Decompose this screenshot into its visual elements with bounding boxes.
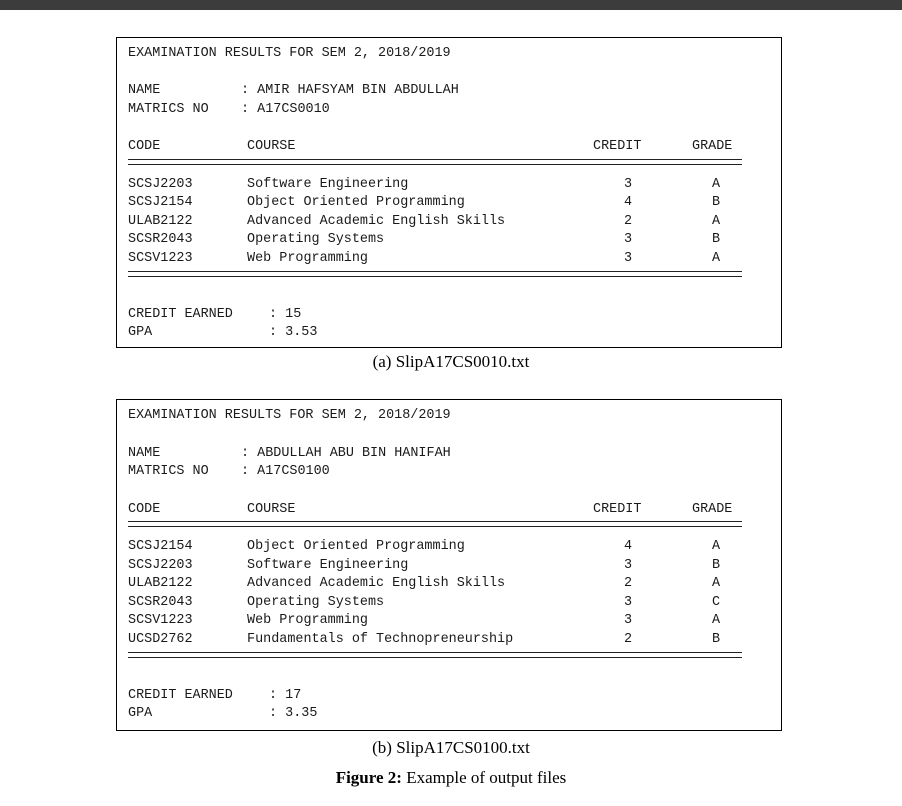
double-rule — [128, 652, 742, 658]
double-rule — [128, 271, 742, 277]
credit-earned-label: CREDIT EARNED — [128, 306, 233, 322]
gpa-label: GPA — [128, 324, 153, 340]
credit-earned-label: CREDIT EARNED — [128, 687, 233, 703]
row-grade: B — [712, 557, 721, 573]
row-credit: 2 — [624, 213, 633, 229]
row-credit: 2 — [624, 631, 633, 647]
header-grade: GRADE — [692, 501, 733, 517]
credit-earned-value: : 15 — [269, 306, 302, 322]
row-course: Operating Systems — [247, 231, 385, 247]
matric-value: : A17CS0100 — [241, 463, 330, 479]
output-slip-b — [116, 399, 782, 731]
header-grade: GRADE — [692, 138, 733, 154]
caption-b: (b) SlipA17CS0100.txt — [372, 738, 530, 757]
header-credit: CREDIT — [593, 501, 642, 517]
row-grade: C — [712, 594, 721, 610]
row-course: Object Oriented Programming — [247, 194, 465, 210]
matric-label: MATRICS NO — [128, 101, 209, 117]
row-grade: A — [712, 250, 721, 266]
row-code: SCSJ2203 — [128, 557, 193, 573]
output-slip-a — [116, 37, 782, 348]
row-credit: 3 — [624, 557, 633, 573]
row-course: Web Programming — [247, 250, 368, 266]
row-grade: B — [712, 231, 721, 247]
row-credit: 2 — [624, 575, 633, 591]
figure-text: Example of output files — [401, 768, 567, 787]
row-grade: A — [712, 575, 721, 591]
name-value: : AMIR HAFSYAM BIN ABDULLAH — [241, 82, 459, 98]
matric-label: MATRICS NO — [128, 463, 209, 479]
row-credit: 3 — [624, 250, 633, 266]
row-code: UCSD2762 — [128, 631, 193, 647]
header-code: CODE — [128, 138, 161, 154]
row-credit: 4 — [624, 538, 633, 554]
header-course: COURSE — [247, 501, 296, 517]
row-code: SCSJ2154 — [128, 194, 193, 210]
row-grade: B — [712, 631, 721, 647]
row-course: Advanced Academic English Skills — [247, 213, 506, 229]
row-code: SCSJ2203 — [128, 176, 193, 192]
gpa-value: : 3.53 — [269, 324, 318, 340]
row-credit: 4 — [624, 194, 633, 210]
double-rule — [128, 159, 742, 165]
row-grade: A — [712, 213, 721, 229]
row-credit: 3 — [624, 612, 633, 628]
header-code: CODE — [128, 501, 161, 517]
row-code: SCSV1223 — [128, 250, 193, 266]
gpa-value: : 3.35 — [269, 705, 318, 721]
row-grade: A — [712, 538, 721, 554]
row-grade: B — [712, 194, 721, 210]
row-course: Advanced Academic English Skills — [247, 575, 506, 591]
credit-earned-value: : 17 — [269, 687, 302, 703]
slip-title: EXAMINATION RESULTS FOR SEM 2, 2018/2019 — [128, 45, 451, 61]
row-code: SCSJ2154 — [128, 538, 193, 554]
header-course: COURSE — [247, 138, 296, 154]
double-rule — [128, 521, 742, 527]
row-code: SCSR2043 — [128, 231, 193, 247]
caption-a: (a) SlipA17CS0010.txt — [372, 352, 530, 371]
row-credit: 3 — [624, 176, 633, 192]
matric-value: : A17CS0010 — [241, 101, 330, 117]
row-course: Software Engineering — [247, 557, 409, 573]
row-code: SCSV1223 — [128, 612, 193, 628]
slip-title: EXAMINATION RESULTS FOR SEM 2, 2018/2019 — [128, 407, 451, 423]
name-label: NAME — [128, 445, 161, 461]
row-grade: A — [712, 612, 721, 628]
name-value: : ABDULLAH ABU BIN HANIFAH — [241, 445, 451, 461]
row-course: Software Engineering — [247, 176, 409, 192]
row-credit: 3 — [624, 594, 633, 610]
gpa-label: GPA — [128, 705, 153, 721]
row-credit: 3 — [624, 231, 633, 247]
header-credit: CREDIT — [593, 138, 642, 154]
row-code: ULAB2122 — [128, 575, 193, 591]
row-code: ULAB2122 — [128, 213, 193, 229]
row-course: Object Oriented Programming — [247, 538, 465, 554]
figure-caption — [0, 768, 902, 788]
row-course: Web Programming — [247, 612, 368, 628]
row-code: SCSR2043 — [128, 594, 193, 610]
row-grade: A — [712, 176, 721, 192]
row-course: Operating Systems — [247, 594, 385, 610]
figure-label: Figure 2: — [335, 768, 402, 787]
name-label: NAME — [128, 82, 161, 98]
viewer-top-bar — [0, 0, 902, 10]
row-course: Fundamentals of Technopreneurship — [247, 631, 514, 647]
